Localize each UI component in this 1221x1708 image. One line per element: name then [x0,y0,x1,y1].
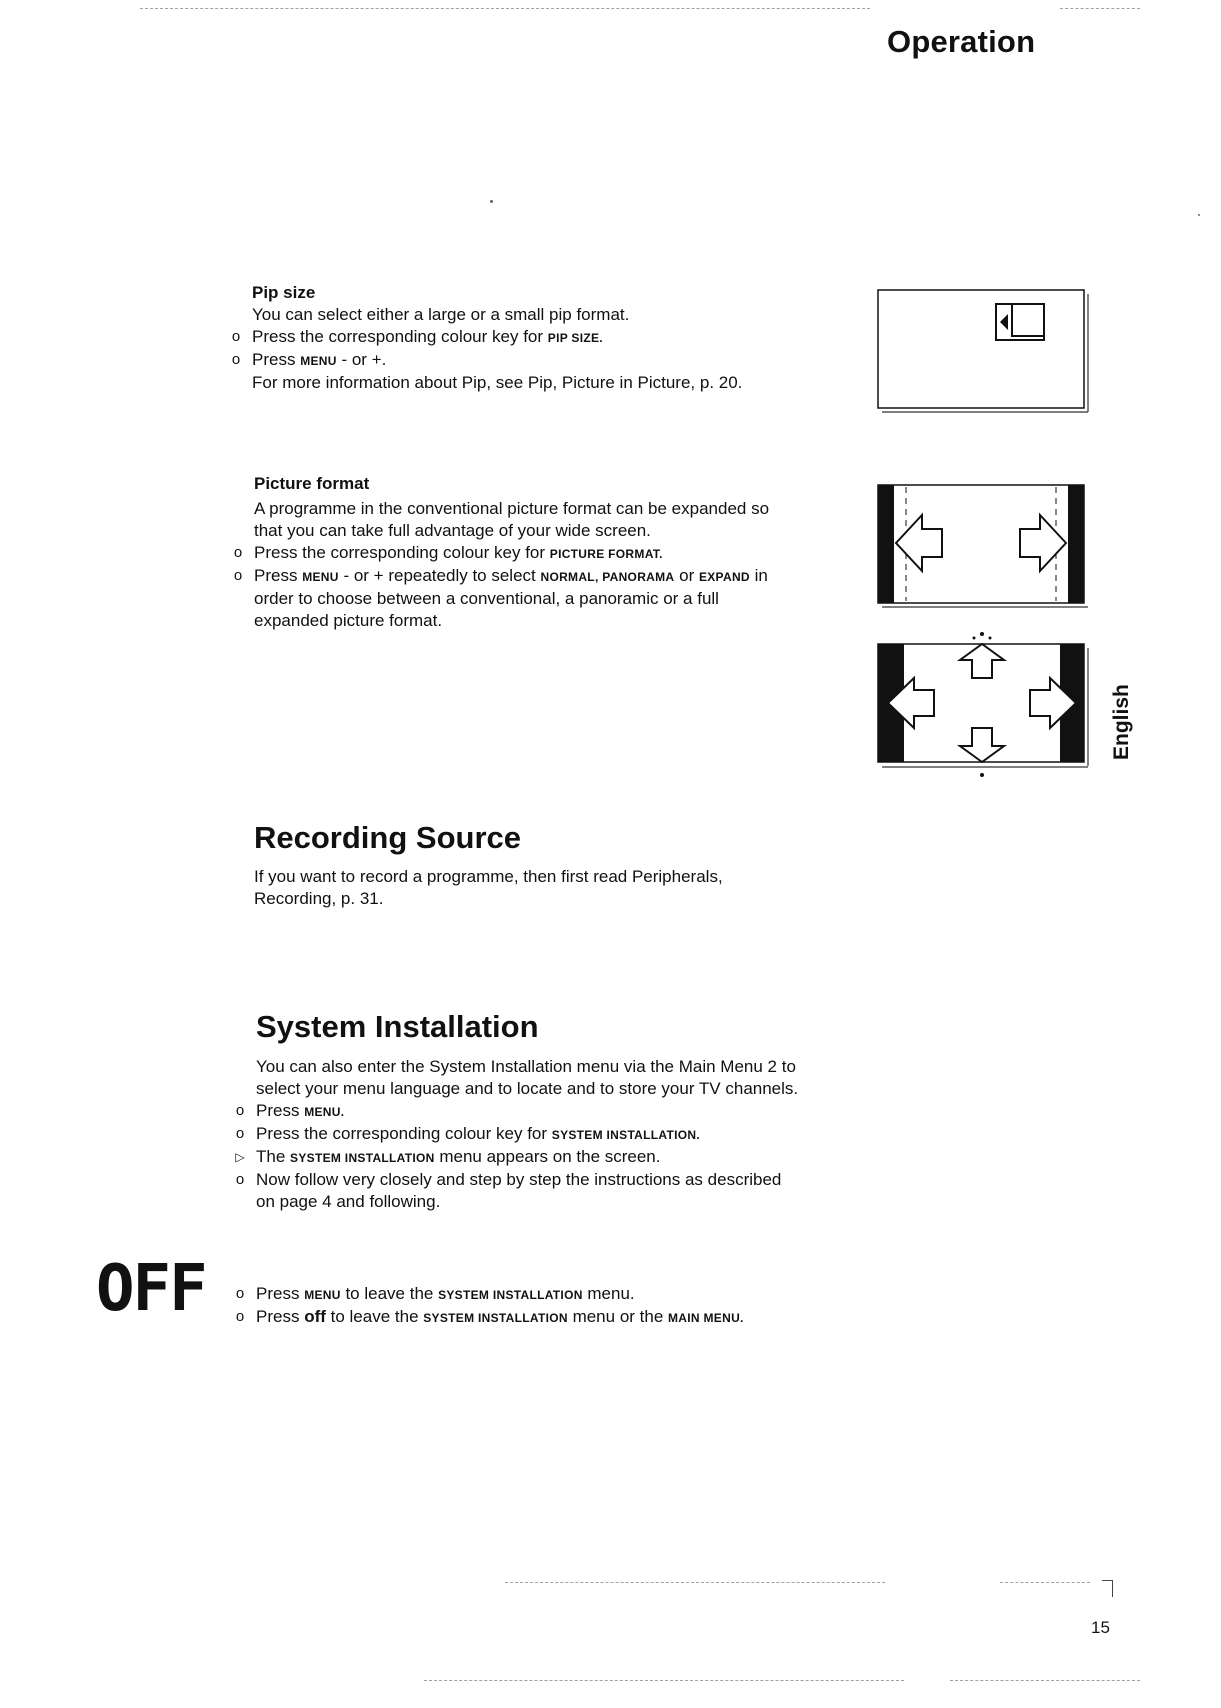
system-installation-result [235,1146,896,1169]
key-label: MENU [304,1288,341,1302]
key-label: MENU [300,354,337,368]
bullet-icon: o [235,1285,245,1302]
result-arrow-icon: ▷ [235,1150,245,1164]
language-side-tab: English [1110,684,1133,760]
step-text: Press [256,1101,305,1120]
step-text: - or +. [336,350,387,369]
bullet-icon: o [235,1171,245,1188]
picture-format-intro-2: that you can take full advantage of your wide screen. [254,521,651,540]
picture-format-title: Picture format [254,474,370,493]
step-text: Press the corresponding colour key for [252,327,548,346]
system-installation-section [235,1056,896,1213]
step-text: - or + repeatedly to select [338,566,541,585]
pip-window-inner [1012,304,1044,336]
dotted-mark [980,632,984,636]
step-text: to leave the [340,1284,439,1303]
system-installation-step-3 [235,1169,896,1191]
bullet-icon: o [233,567,243,584]
off-key-label: off [304,1307,326,1326]
bullet-icon: o [235,1102,245,1119]
dotted-mark [980,773,984,777]
system-installation-intro: select your menu language and to locate and to store your TV channels. [256,1079,799,1098]
picture-format-step-1 [233,542,864,565]
key-label: MENU. [304,1105,345,1119]
dotted-mark [989,637,992,640]
recording-source-title: Recording Source [254,820,521,855]
step-text: Press [252,350,301,369]
top-scan-line [140,8,870,9]
recording-source-line: If you want to record a programme, then first read Peripherals, [254,867,723,886]
picture-format-section [233,473,864,632]
key-label: SYSTEM INSTALLATION [438,1288,583,1302]
picture-format-step-2-cont: expanded picture format. [254,611,443,630]
step-text: Press the corresponding colour key for [254,543,550,562]
step-text: Press the corresponding colour key for [256,1124,552,1143]
bullet-icon: o [233,544,243,561]
step-text: menu appears on the screen. [434,1147,661,1166]
page-title: Operation [887,24,1036,59]
key-label: SYSTEM INSTALLATION [290,1151,435,1165]
pip-size-section [231,282,872,394]
system-installation-intro: You can also enter the System Installation menu via the Main Menu 2 to [256,1057,796,1076]
pip-size-step-2 [231,349,872,372]
step-text: menu or the [567,1307,669,1326]
key-label: EXPAND [698,570,750,584]
key-label: MENU [302,570,339,584]
system-installation-title: System Installation [256,1009,539,1044]
step-text: menu. [582,1284,635,1303]
bottom-scan-line-right [1000,1582,1090,1583]
system-installation-step-3-cont: on page 4 and following. [256,1192,441,1211]
bullet-icon: o [235,1308,245,1325]
step-text: to leave the [325,1307,424,1326]
picture-format-step-2 [233,565,864,588]
system-installation-step-1 [235,1100,896,1123]
black-bar-left [878,485,894,603]
recording-source-line: Recording, p. 31. [254,889,384,908]
off-section [235,1283,896,1329]
footer-scan-line-right [950,1680,1140,1681]
key-label: SYSTEM INSTALLATION [423,1311,568,1325]
off-button-logo: OFF [96,1252,206,1326]
step-text: The [256,1147,291,1166]
picture-format-intro-1: A programme in the conventional picture format can be expanded so [254,499,770,518]
pip-size-intro: You can select either a large or a small pip format. [252,305,630,324]
panorama-format-illustration [876,483,1092,613]
pip-size-illustration [876,288,1092,416]
bullet-icon: o [235,1125,245,1142]
step-text: Press [254,566,303,585]
picture-format-step-2-cont: order to choose between a conventional, a panoramic or a full [254,589,719,608]
key-label: MAIN MENU. [668,1311,744,1325]
bullet-icon: o [231,351,241,368]
step-text: Now follow very closely and step by step the instructions as described [256,1170,782,1189]
pip-size-title: Pip size [252,283,316,302]
key-label: SYSTEM INSTALLATION. [551,1128,700,1142]
bullet-icon: o [231,328,241,345]
page-number: 15 [1091,1618,1110,1637]
black-bar-right [1068,485,1084,603]
expand-format-illustration [876,630,1092,780]
tv-screen-frame [878,290,1084,408]
key-label: PICTURE FORMAT. [549,547,663,561]
step-text: Press [256,1284,305,1303]
scan-speck [1198,214,1200,216]
pip-size-step-1 [231,326,872,349]
dotted-mark [973,637,976,640]
key-label: PIP SIZE. [547,331,603,345]
off-step-2 [235,1306,896,1329]
pip-size-more-info: For more information about Pip, see Pip, Picture in Picture, p. 20. [252,373,743,392]
corner-mark [1102,1580,1113,1597]
off-step-1 [235,1283,896,1306]
top-scan-line-right [1060,8,1140,9]
footer-scan-line [424,1680,904,1681]
step-text: in [749,566,768,585]
scan-speck [490,200,493,203]
key-label: NORMAL, PANORAMA [540,570,675,584]
recording-source-body [254,866,854,910]
step-text: or [674,566,699,585]
step-text: Press [256,1307,305,1326]
bottom-scan-line [505,1582,885,1583]
system-installation-step-2 [235,1123,896,1146]
